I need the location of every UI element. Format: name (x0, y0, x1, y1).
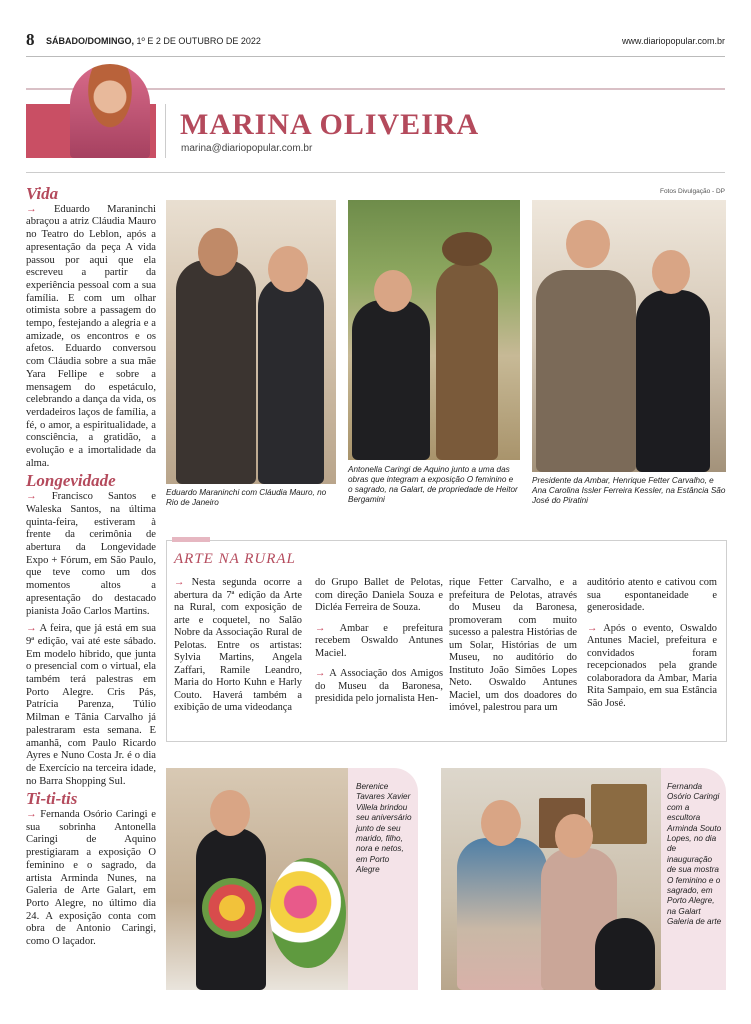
arte-paragraph (587, 623, 717, 711)
columnist-photo (70, 64, 150, 158)
longevidade-paragraph-1 (26, 491, 156, 618)
section-title-longevidade: Longevidade (26, 471, 116, 491)
brand-divider (165, 104, 166, 158)
arte-paragraph (315, 623, 443, 661)
photo-berenice (166, 768, 348, 990)
dark-coat (595, 918, 655, 990)
arte-box-tab (172, 537, 210, 542)
photo-credit: Fotos Divulgação - DP (659, 188, 725, 195)
arrow-icon: → (315, 622, 326, 634)
flower-bouquet (202, 878, 262, 938)
arte-text-1: Nesta segunda ocorre a abertura da 7ª edição da Arte na Rural, com exposição de arte e coquetel, no Salão Nobre da Associação Rural de Pelotas. Entre os artistas: Sylvia Martins, Angela Zaffari, Ramile Leandro, Maria do Horto Kuhn e Harly Couto. Haverá também a exibição de uma videodança (174, 577, 302, 713)
arrow-icon: → (174, 577, 185, 588)
columnist-email[interactable]: marina@diariopopular.com.br (181, 143, 313, 154)
site-link[interactable]: www.diariopopular.com.br (621, 36, 725, 46)
caption-berenice: Berenice Tavares Xavier Villela brindou seu aniversário junto de seu marido, filho, nora e netos, em Porto Alegre (356, 782, 412, 875)
figure-woman-head (555, 814, 593, 858)
arte-paragraph (315, 577, 443, 615)
arte-text-2b: Ambar e prefeitura recebem Oswaldo Antunes Maciel. (315, 622, 443, 659)
arte-text-3: rique Fetter Carvalho, e a prefeitura de Pelotas, através do Museu da Baronesa, promoveram com muito sucesso a palestra Histórias de um Solar, Histórias de um Museu, no auditório do Instituto João Simões Lopes Neto. Oswaldo Antunes Maciel, um dos doadores do imóvel, palestrou para um (449, 577, 577, 713)
arrow-icon: → (315, 668, 326, 679)
edition-date (46, 36, 261, 46)
titi-paragraph (26, 809, 156, 949)
arte-column-1 (174, 577, 302, 723)
figure-woman-head (481, 800, 521, 846)
longevidade-text-2: A feira, que já está em sua 9ª edição, vai até este sábado. Em modelo híbrido, que junta o presencial com o virtual, ela também terá palestras em Porto Alegre. Cris Pás, Patrícia Parenza, Túlio Milman e Tânia Carvalho já palestraram esta semana. E amanhã, com Paulo Ricardo Ayres e Nuno Costa Jr. é o dia de Exercício na terceira idade, no Barra Shopping Sul. (26, 623, 156, 787)
longevidade-text-1: Francisco Santos e Waleska Santos, na última quinta-feira, estiveram à frente da cerimônia de abertura da Longevidade Expo + Fórum, em São Paulo, que teve como um dos momentos altos a apresentação do destacado pianista João Carlos Martins. (26, 491, 156, 617)
arrow-icon: → (26, 491, 37, 503)
arte-column-3 (449, 577, 577, 723)
bronze-sculpture (436, 262, 498, 460)
header-rule (26, 56, 725, 57)
longevidade-paragraph-2 (26, 623, 156, 788)
figure-man (536, 270, 636, 472)
arte-paragraph (174, 577, 302, 715)
caption-photo-1: Eduardo Maraninchi com Cláudia Mauro, no Rio de Janeiro (166, 488, 327, 507)
figure-woman-fernanda (457, 838, 547, 990)
section-title-titi: Ti-ti-tis (26, 789, 78, 809)
photo-fernanda-arminda (441, 768, 661, 990)
caption-photo-3: Presidente da Ambar, Henrique Fetter Carvalho, e Ana Carolina Issler Ferreira Kessler, na Estância São José do Piratini (532, 476, 726, 505)
figure-woman-head (374, 270, 412, 312)
sculpture-hat (442, 232, 492, 266)
arte-paragraph (587, 577, 717, 615)
vida-text: Eduardo Maraninchi abraçou a atriz Cláudia Mauro no Teatro do Leblon, após a apresentação da peça A vida passou por aqui que ela escreveu a partir da experiência pessoal com a sua família. E com um olhar otimista sobre a passagem do tempo, festejando a alegria e a amizade, os encontros e os afetos. Eduardo conversou com Cláudia sobre a sua mãe Yara Fellipe e sobre a mensagem do espetáculo, celebrando a dança da vida, os verdadeiros laços de família, a fé, o amor, a espiritualidade, a consciência, a gratidão, a evolução e a imortalidade da alma. (26, 203, 156, 469)
figure-woman-head (210, 790, 250, 836)
arte-column-4 (587, 577, 717, 718)
caption-fernanda: Fernanda Osório Caringi com a escultora Arminda Souto Lopes, no dia de inauguração de sua mostra O feminino e o sagrado, em Porto Alegre, na Galart Galeria de arte (667, 782, 722, 927)
vida-paragraph (26, 204, 156, 471)
left-column (26, 186, 156, 954)
figure-woman (258, 276, 324, 484)
arte-text-4b: Após o evento, Oswaldo Antunes Maciel, prefeitura e convidados foram recepcionados pela grande colaboradora da Ambar, Maria Rita Sampaio, em sua Estância São José. (587, 622, 717, 709)
figure-woman-head (268, 246, 308, 292)
photo-panel-berenice (166, 768, 418, 990)
figure-woman (636, 290, 710, 472)
arte-text-4a: auditório atento e cativou com sua espontaneidade e generosidade. (587, 577, 717, 613)
photo-eduardo-claudia (166, 200, 336, 484)
arte-paragraph (449, 577, 577, 715)
arrow-icon: → (587, 622, 598, 634)
arte-paragraph (315, 668, 443, 706)
figure-man-head (566, 220, 610, 268)
arrow-icon: → (26, 623, 37, 635)
photo-henrique-ana (532, 200, 726, 472)
arrow-icon: → (26, 809, 37, 821)
arrow-icon: → (26, 203, 37, 215)
edition-date-text: 1º E 2 DE OUTUBRO DE 2022 (136, 36, 261, 46)
figure-woman-head (652, 250, 690, 294)
wall-painting (591, 784, 647, 844)
arte-title: ARTE NA RURAL (174, 551, 296, 567)
titi-text: Fernanda Osório Caringi e sua sobrinha Antonella Caringi de Aquino prestigiaram a exposição O feminino e o sagrado, da artista Arminda Nunes, na Galeria de Arte Galart, em Porto Alegre, no último dia 24. A exposição conta com obra de Antonio Caringi, como O laçador. (26, 809, 156, 948)
arte-text-2c: A Associação dos Amigos do Museu da Baronesa, presidida pelo jornalista Hen- (315, 668, 444, 704)
photo-antonella-sculpture (348, 200, 520, 460)
figure-man (176, 260, 256, 484)
photo-panel-fernanda (441, 768, 726, 990)
page-number: 8 (26, 30, 35, 49)
arte-text-2a: do Grupo Ballet de Pelotas, com direção Daniela Souza e Dicléa Ferreira de Souza. (315, 577, 443, 613)
brand-bottom-rule (26, 172, 725, 173)
arte-column-2 (315, 577, 443, 714)
caption-photo-2: Antonella Caringi de Aquino junto a uma das obras que integram a exposição O feminino e o sagrado, na Galart, de propriedade de Heitor Bergamini (348, 465, 518, 504)
section-title-vida: Vida (26, 184, 59, 203)
figure-woman (352, 300, 430, 460)
flower-arrangement (270, 858, 346, 968)
edition-day: SÁBADO/DOMINGO, (46, 36, 135, 46)
columnist-name: MARINA OLIVEIRA (180, 108, 480, 141)
figure-man-head (198, 228, 238, 276)
